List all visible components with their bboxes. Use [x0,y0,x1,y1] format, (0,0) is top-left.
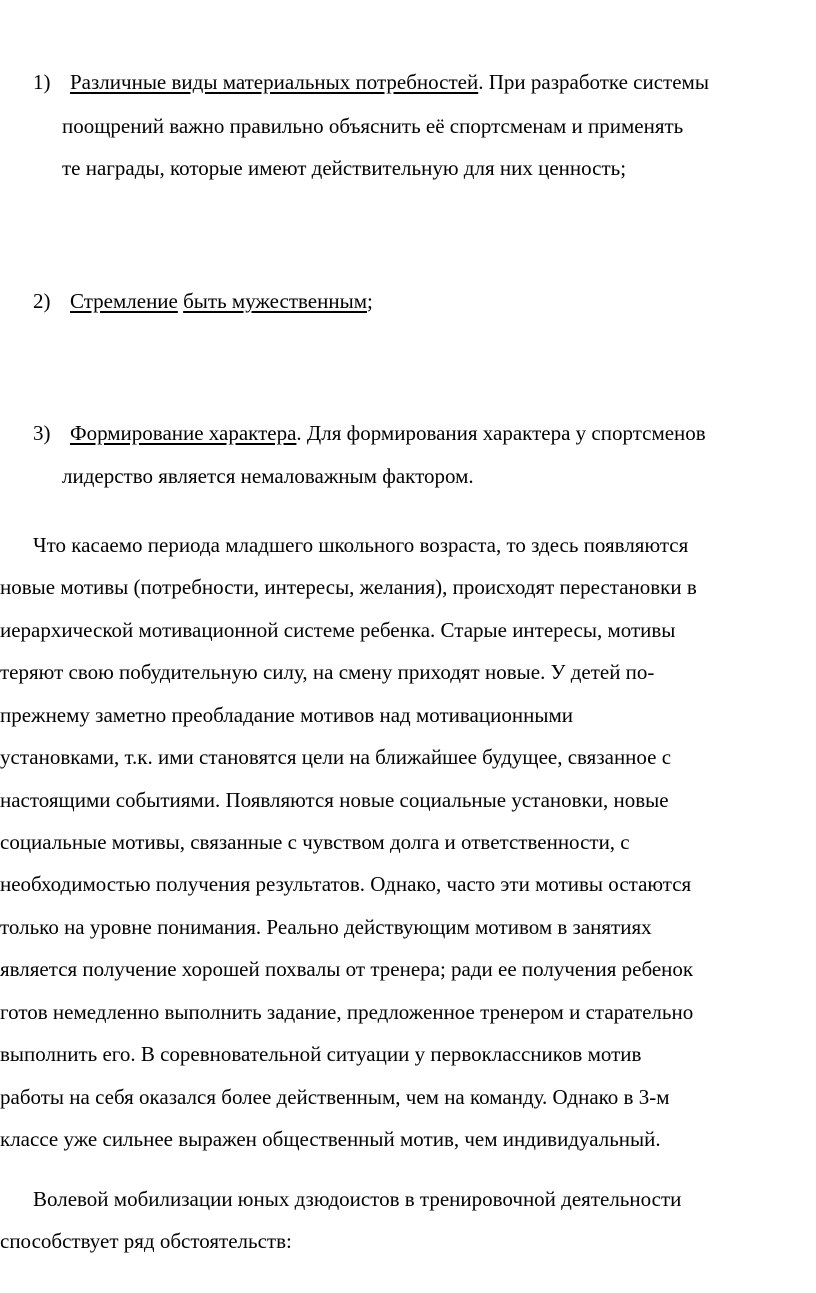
list-number-2: 2) [33,289,51,313]
list-item-1-line-1 [70,70,709,94]
paragraph-1-line: социальные мотивы, связанные с чувством долга и ответственности, с [0,830,630,854]
paragraph-2-line: способствует ряд обстоятельств: [0,1229,292,1253]
list-number-3: 3) [33,421,51,445]
list-item-1-text: . При разработке системы [478,70,709,94]
list-item-2-line-1 [70,289,373,313]
list-item-2-title-b: быть мужественным [183,289,367,313]
list-item-3-line-2: лидерство является немаловажным фактором. [62,464,474,488]
paragraph-1-line: Что касаемо периода младшего школьного возраста, то здесь появляются [33,533,689,557]
paragraph-1-line: установками, т.к. ими становятся цели на ближайшее будущее, связанное с [0,745,672,769]
paragraph-1-line: необходимостью получения результатов. Однако, часто эти мотивы остаются [0,872,692,896]
paragraph-1-line: готов немедленно выполнить задание, предложенное тренером и старательно [0,1000,694,1024]
paragraph-1-line: иерархической мотивационной системе ребенка. Старые интересы, мотивы [0,618,676,642]
paragraph-1-line: новые мотивы (потребности, интересы, желания), происходят перестановки в [0,575,697,599]
paragraph-1-line: выполнить его. В соревновательной ситуации у первоклассников мотив [0,1042,642,1066]
paragraph-1-line: только на уровне понимания. Реально действующим мотивом в занятиях [0,915,652,939]
paragraph-2-line: Волевой мобилизации юных дзюдоистов в тренировочной деятельности [33,1187,682,1211]
list-item-2-text: ; [367,289,373,313]
list-item-3-line-1 [70,421,706,445]
list-item-2-title-a: Стремление [70,289,178,313]
list-number-1: 1) [33,70,51,94]
paragraph-1-line: является получение хорошей похвалы от тренера; ради ее получения ребенок [0,957,694,981]
list-item-1-title: Различные виды материальных потребностей [70,70,479,94]
paragraph-1-line: классе уже сильнее выражен общественный мотив, чем индивидуальный. [0,1127,661,1151]
paragraph-1-line: теряют свою побудительную силу, на смену приходят новые. У детей по- [0,660,655,684]
list-item-1-line-2: поощрений важно правильно объяснить её спортсменам и применять [62,114,684,138]
list-item-3-title: Формирование характера [70,421,297,445]
list-item-3-text: . Для формирования характера у спортсменов [296,421,706,445]
paragraph-1-line: настоящими событиями. Появляются новые социальные установки, новые [0,788,669,812]
paragraph-1-line: работы на себя оказался более действенным, чем на команду. Однако в 3-м [0,1085,670,1109]
list-item-1-line-3: те награды, которые имеют действительную для них ценность; [62,156,627,180]
paragraph-1-line: прежнему заметно преобладание мотивов над мотивационными [0,703,573,727]
